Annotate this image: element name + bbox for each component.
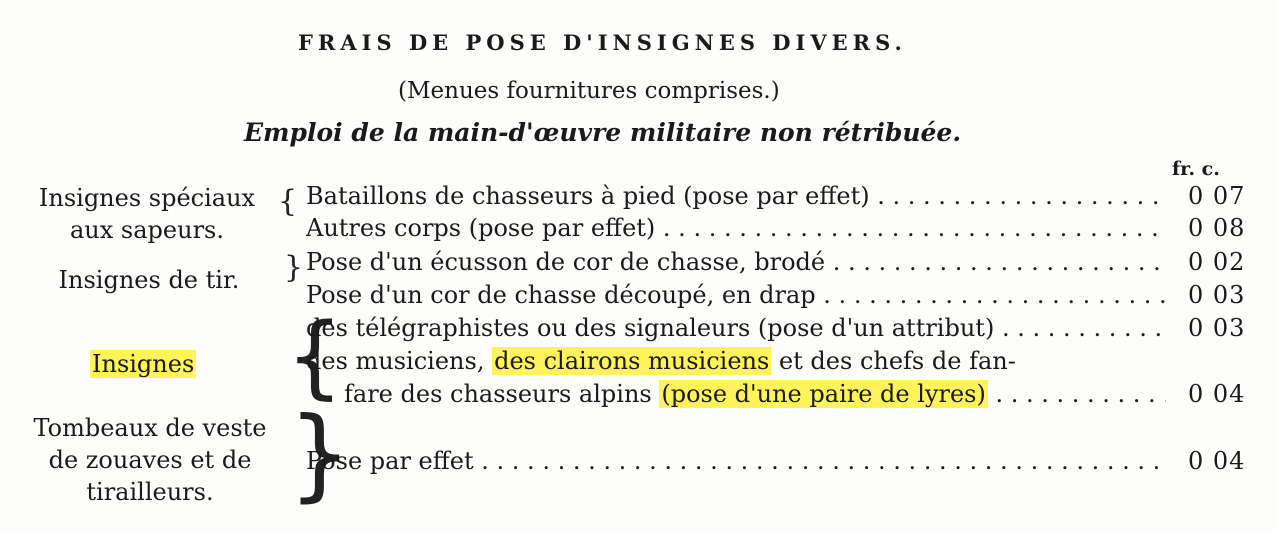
- category-line: de zouaves et de: [48, 446, 252, 474]
- row-label: Bataillons de chasseurs à pied (pose par effet): [306, 182, 870, 210]
- row-label-part: fare des chasseurs alpins: [344, 380, 660, 408]
- row-value: 0 03: [1188, 314, 1246, 342]
- row-label-part: et des chefs de fan-: [771, 347, 1016, 375]
- table-row: [306, 347, 1166, 375]
- category-line: Tombeaux de veste: [33, 414, 267, 442]
- highlighted-text: (pose d'une paire de lyres): [661, 380, 986, 408]
- row-label: Pose par effet: [306, 447, 474, 475]
- category-line-highlight: Insignes: [92, 350, 195, 378]
- table-title: FRAIS DE POSE D'INSIGNES DIVERS.: [298, 30, 907, 55]
- category-tombeaux: [14, 412, 286, 508]
- row-value: 0 07: [1188, 182, 1246, 210]
- category-line: tirailleurs.: [86, 478, 214, 506]
- right-brace-icon: }: [284, 250, 304, 285]
- row-value: 0 08: [1188, 214, 1246, 242]
- table-row: [306, 248, 1166, 276]
- row-label-part: des musiciens,: [306, 347, 493, 375]
- row-value: 0 04: [1188, 447, 1246, 475]
- table-row: [306, 314, 1166, 342]
- row-label: Pose d'un cor de chasse découpé, en drap: [306, 281, 816, 309]
- row-label: Autres corps (pose par effet): [306, 214, 656, 242]
- row-value: 0 02: [1188, 248, 1246, 276]
- table-row: [306, 182, 1166, 210]
- table-row: [306, 214, 1166, 242]
- category-line: Insignes spéciaux: [38, 184, 256, 212]
- category-line: Insignes de tir.: [58, 266, 240, 294]
- left-brace-icon: {: [286, 304, 344, 409]
- category-insignes-de-tir: [20, 264, 278, 296]
- table-row: [344, 380, 1166, 408]
- right-brace-icon: }: [288, 395, 352, 512]
- table-row: [306, 447, 1166, 475]
- table-row: [306, 281, 1166, 309]
- category-line: aux sapeurs.: [70, 216, 224, 244]
- table-subtitle: (Menues fournitures comprises.): [398, 78, 780, 104]
- category-insignes-speciaux: [18, 182, 276, 246]
- row-label: Pose d'un écusson de cor de chasse, brodé: [306, 248, 826, 276]
- row-label: des télégraphistes ou des signaleurs (pose d'un attribut): [306, 314, 995, 342]
- row-value: 0 04: [1188, 380, 1246, 408]
- row-value: 0 03: [1188, 281, 1246, 309]
- table-subtitle-italic: Emploi de la main-d'œuvre militaire non rétribuée.: [244, 118, 962, 147]
- highlighted-text: des clairons musiciens: [494, 347, 770, 375]
- currency-units-header: fr. c.: [1172, 158, 1220, 180]
- left-brace-icon: {: [278, 184, 298, 219]
- category-insignes: [90, 348, 196, 380]
